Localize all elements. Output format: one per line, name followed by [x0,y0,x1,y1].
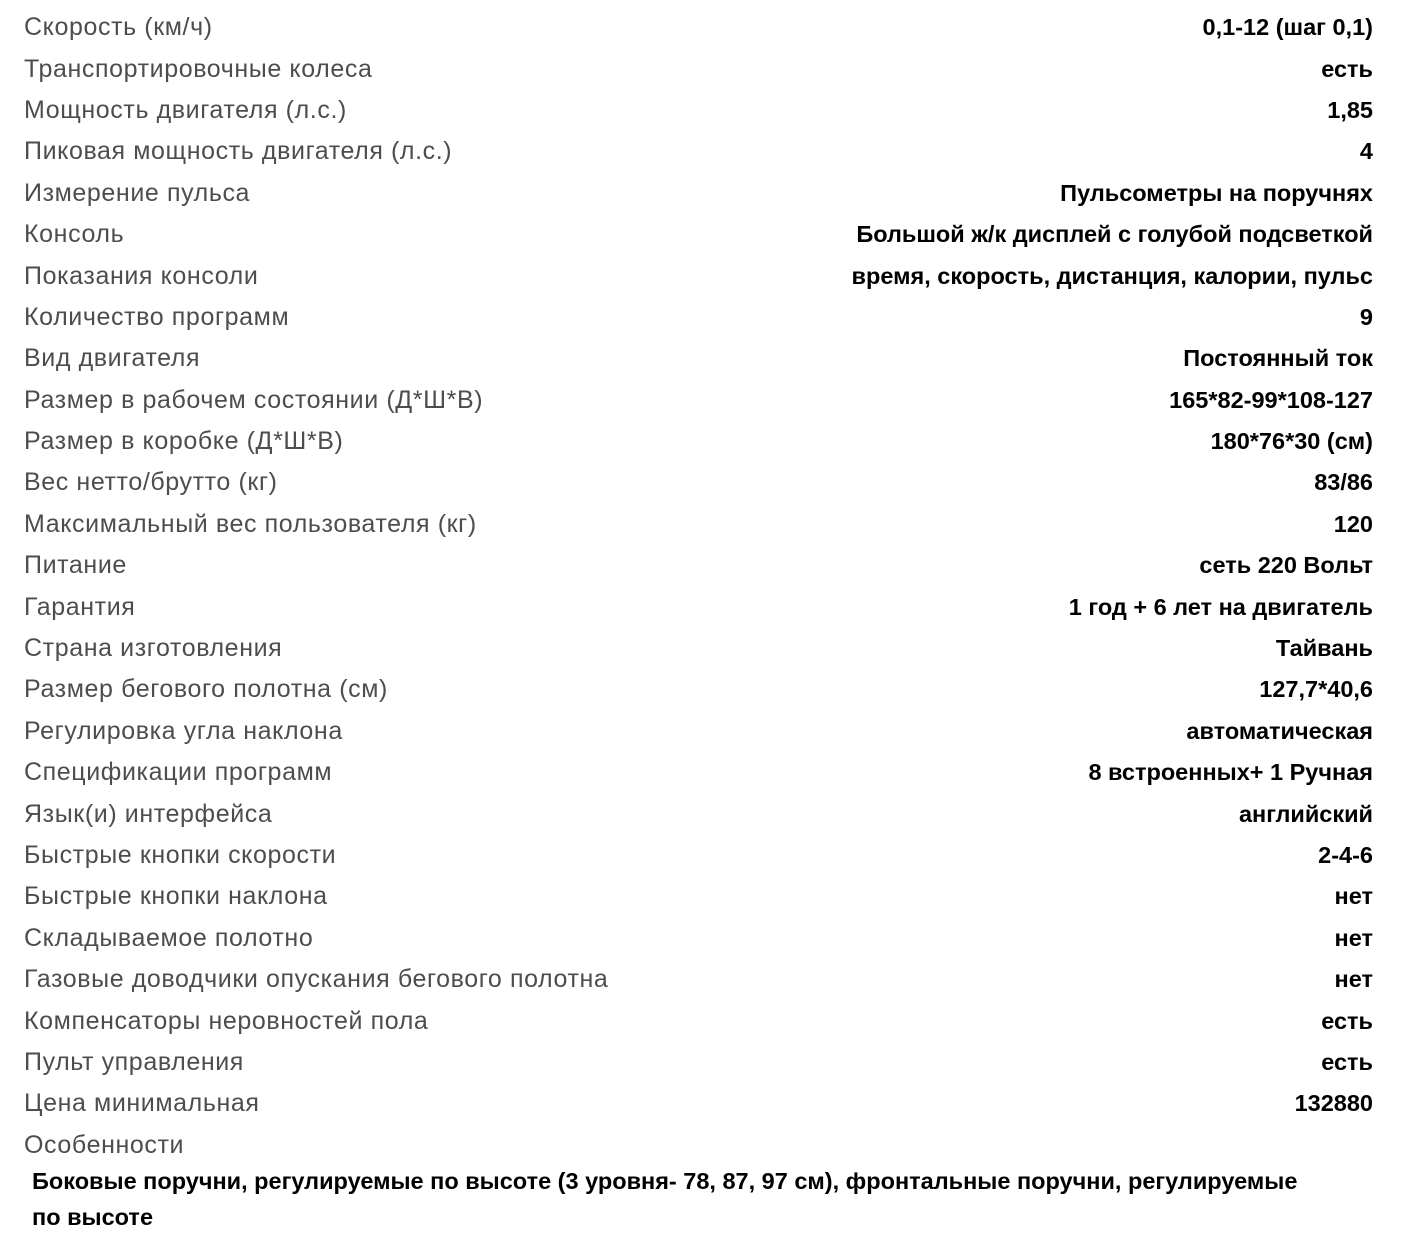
spec-label: Язык(и) интерфейса [24,799,273,828]
features-text: Боковые поручни, регулируемые по высоте (3 уровня- 78, 87, 97 см), фронтальные поручни, регулируемые по высоте [32,1168,1298,1230]
spec-row [24,173,1373,214]
spec-value: 120 [1333,510,1373,537]
spec-value: 83/86 [1314,469,1373,496]
spec-value: нет [1334,883,1373,910]
spec-value: 1 год + 6 лет на двигатель [1068,593,1373,620]
spec-table [24,7,1373,1166]
spec-value: 2-4-6 [1318,842,1373,868]
spec-label: Вес нетто/брутто (кг) [24,468,278,497]
spec-value: 180*76*30 (см) [1210,428,1373,455]
spec-row [24,7,1373,48]
spec-label: Быстрые кнопки наклона [24,882,328,911]
spec-row [24,628,1373,669]
spec-row [24,131,1373,172]
spec-label: Складываемое полотно [24,923,314,952]
spec-label: Мощность двигателя (л.с.) [24,95,347,124]
spec-label: Размер бегового полотна (см) [24,675,388,704]
spec-row [24,586,1373,627]
spec-row [24,48,1373,89]
spec-value: сеть 220 Вольт [1199,552,1373,579]
spec-label: Пульт управления [24,1047,244,1076]
spec-value: Пульсометры на поручнях [1060,179,1373,206]
spec-row [24,338,1373,379]
spec-value: английский [1238,800,1373,827]
spec-label: Регулировка угла наклона [24,716,343,745]
spec-label: Быстрые кнопки скорости [24,841,337,869]
spec-label: Количество программ [24,302,290,331]
spec-label: Вид двигателя [24,344,201,373]
spec-value: 132880 [1294,1090,1373,1117]
spec-label: Размер в рабочем состоянии (Д*Ш*В) [24,385,484,414]
spec-row [24,752,1373,793]
spec-row [24,462,1373,503]
spec-row [24,90,1373,131]
spec-value: нет [1334,924,1373,951]
spec-row [24,959,1373,1000]
spec-label: Консоль [24,220,125,249]
spec-row [24,255,1373,296]
spec-row [24,504,1373,545]
features-label: Особенности [24,1130,185,1159]
spec-label: Максимальный вес пользователя (кг) [24,509,477,538]
spec-row [24,918,1373,959]
spec-value: 9 [1359,303,1373,330]
spec-row [24,793,1373,834]
spec-label: Пиковая мощность двигателя (л.с.) [24,137,453,166]
spec-label: Газовые доводчики опускания бегового полотна [24,965,609,994]
spec-value: 1,85 [1327,96,1373,123]
spec-value: Постоянный ток [1183,345,1373,372]
spec-value: 0,1-12 (шаг 0,1) [1202,14,1373,41]
spec-label: Цена минимальная [24,1089,260,1118]
spec-value: Большой ж/к дисплей с голубой подсветкой [856,221,1373,248]
spec-label: Спецификации программ [24,758,333,787]
spec-row [24,297,1373,338]
spec-value: 4 [1359,138,1373,165]
spec-rows [24,7,1373,1125]
spec-value: есть [1321,55,1373,82]
spec-row [24,214,1373,255]
spec-label: Размер в коробке (Д*Ш*В) [24,427,344,456]
spec-row [24,1000,1373,1041]
spec-label: Гарантия [24,592,136,621]
spec-label: Питание [24,551,127,580]
spec-label: Измерение пульса [24,178,251,207]
spec-value: время, скорость, дистанция, калории, пульс [851,262,1373,289]
spec-value: 127,7*40,6 [1259,676,1373,703]
spec-row [24,835,1373,876]
spec-value: нет [1334,966,1373,993]
spec-row [24,876,1373,917]
spec-row [24,1083,1373,1124]
spec-value: есть [1321,1007,1373,1034]
spec-row [24,545,1373,586]
spec-row [24,1042,1373,1083]
spec-label: Показания консоли [24,261,259,290]
spec-row [24,421,1373,462]
spec-row [24,711,1373,752]
spec-label: Компенсаторы неровностей пола [24,1006,429,1035]
spec-value: автоматическая [1186,717,1373,744]
spec-row [24,669,1373,710]
spec-label: Страна изготовления [24,634,283,663]
spec-label: Скорость (км/ч) [24,13,213,42]
spec-row [24,380,1373,421]
spec-value: Тайвань [1275,635,1373,662]
spec-value: 165*82-99*108-127 [1169,386,1373,413]
spec-value: есть [1321,1048,1373,1075]
spec-label: Транспортировочные колеса [24,54,373,83]
spec-value: 8 встроенных+ 1 Ручная [1088,759,1373,786]
